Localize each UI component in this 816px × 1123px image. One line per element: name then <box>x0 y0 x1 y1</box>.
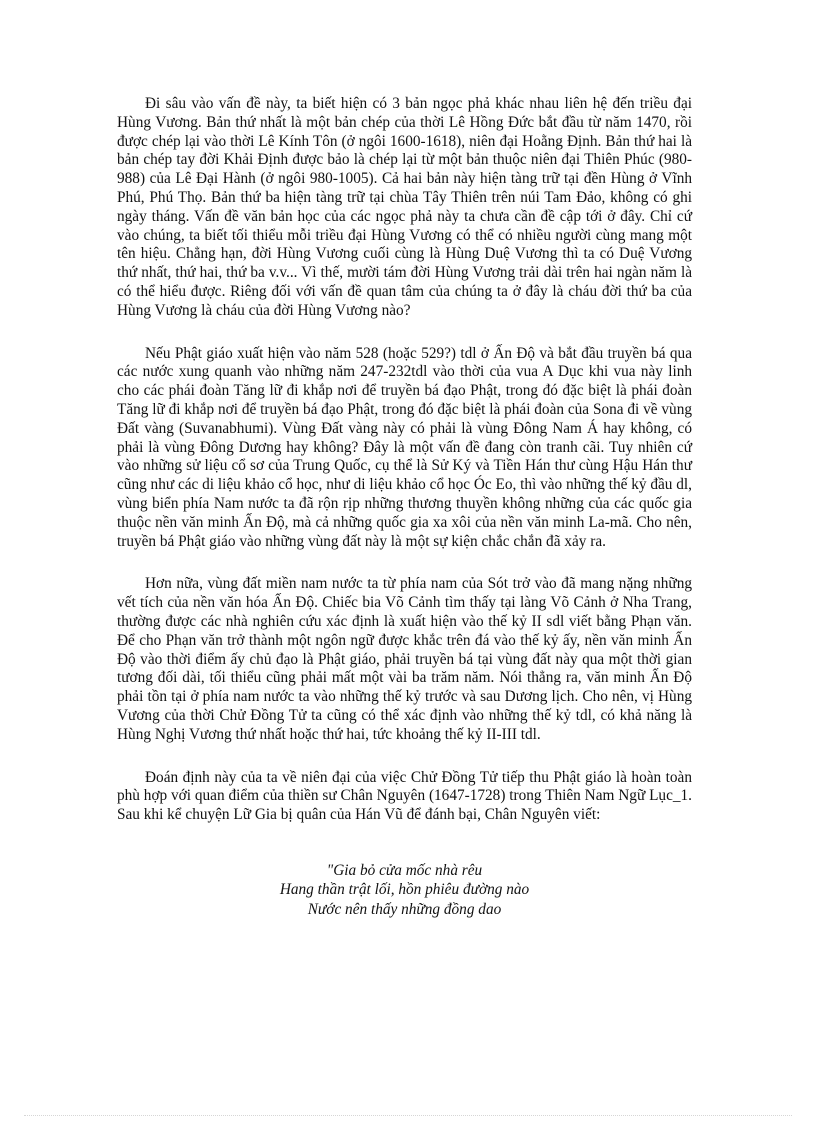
page-bottom-edge <box>24 1115 792 1116</box>
document-body <box>117 95 692 919</box>
paragraph-3: Hơn nữa, vùng đất miền nam nước ta từ phía nam của Sót trở vào đã mang nặng những vết tích của nền văn hóa Ấn Độ. Chiếc bia Võ Cảnh tìm thấy tại làng Võ Cảnh ở Nha Trang, thường được các nhà nghiên cứu xác định là xuất hiện vào thế kỷ II sdl viết bằng Phạn văn. Để cho Phạn văn trở thành một ngôn ngữ được khắc trên đá vào thế kỷ ấy, nền văn minh Ấn Độ vào thời điểm ấy chủ đạo là Phật giáo, phải truyền bá tại vùng đất này qua một thời gian tương đối dài, tối thiểu cũng phải mất một vài ba trăm năm. Nói thẳng ra, văn minh Ấn Độ phải tồn tại ở phía nam nước ta vào những thế kỷ trước và sau Dương lịch. Cho nên, vị Hùng Vương của thời Chử Đồng Tử ta cũng có thể xác định vào những thế kỷ tdl, có khả năng là Hùng Nghị Vương thứ nhất hoặc thứ hai, tức khoảng thế kỷ II-III tdl. <box>117 575 692 743</box>
poem-line-2: Hang thần trật lối, hồn phiêu đường nào <box>279 881 530 899</box>
paragraph-2: Nếu Phật giáo xuất hiện vào năm 528 (hoặc 529?) tdl ở Ấn Độ và bắt đầu truyền bá qua các nước xung quanh vào những năm 247-232tdl vào thời của vua A Dục khi vua này linh cho các phái đoàn Tăng lữ đi khắp nơi để truyền bá đạo Phật, trong đó đặc biệt là phái đoàn Tăng lữ đi khắp nơi để truyền bá đạo Phật, trong đó đặc biệt là phái đoàn của Sona đi về vùng Đất vàng (Suvanabhumi). Vùng Đất vàng này có phải là vùng Đông Nam Á hay không, có phải là vùng Đông Dương hay không? Đây là một vấn đề đang còn tranh cãi. Tuy nhiên cứ vào những sử liệu cổ sơ của Trung Quốc, cụ thể là Sử Ký và Tiền Hán thư cùng Hậu Hán thư cũng như các di liệu khảo cổ học, như di liệu khảo cổ học Óc Eo, thì vào những thế kỷ đầu dl, vùng biển phía Nam nước ta đã rộn rịp những thương thuyền không những của các quốc gia thuộc nền văn minh Ấn Độ, mà cả những quốc gia xa xôi của nền văn minh La-mã. Cho nên, truyền bá Phật giáo vào những vùng đất này là một sự kiện chắc chắn đã xảy ra. <box>117 344 692 550</box>
paragraph-4: Đoán định này của ta về niên đại của việc Chử Đồng Tử tiếp thu Phật giáo là hoàn toàn phù hợp với quan điểm của thiền sư Chân Nguyên (1647-1728) trong Thiên Nam Ngữ Lục_1. Sau khi kể chuyện Lữ Gia bị quân của Hán Vũ để đánh bại, Chân Nguyên viết: <box>117 768 692 824</box>
poem-line-3: Nước nên thấy những đồng dao <box>307 900 502 918</box>
poem-quote <box>117 861 692 920</box>
paragraph-1: Đi sâu vào vấn đề này, ta biết hiện có 3 bản ngọc phả khác nhau liên hệ đến triều đại Hùng Vương. Bản thứ nhất là một bản chép của thời Lê Hồng Đức bắt đầu từ năm 1470, rồi được chép lại vào thời Lê Kính Tôn (ở ngôi 1600-1618), niên đại Hoằng Định. Bản thứ hai là bản chép tay đời Khải Định được bảo là chép lại từ một bản thuộc niên đại Thiên Phúc (980-988) của Lê Đại Hành (ở ngôi 980-1005). Cả hai bản này hiện tàng trữ tại đền Hùng ở Vĩnh Phú, Phú Thọ. Bản thứ ba hiện tàng trữ tại chùa Tây Thiên trên núi Tam Đảo, không có ghi ngày tháng. Vấn đề văn bản học của các ngọc phả này ta chưa cần đề cập tới ở đây. Chỉ cứ vào chúng, ta biết tối thiểu mỗi triều đại Hùng Vương có thể có nhiều người cùng mang một tên hiệu. Chẳng hạn, đời Hùng Vương cuối cùng là Hùng Duệ Vương thì ta có Duệ Vương thứ nhất, thứ hai, thứ ba v.v... Vì thế, mười tám đời Hùng Vương trải dài trên hai ngàn năm là có thể hiểu được. Riêng đối với vấn đề quan tâm của chúng ta ở đây là cháu đời thứ ba của Hùng Vương là cháu của đời Hùng Vương nào? <box>117 95 692 319</box>
poem-line-1: "Gia bỏ cửa mốc nhà rêu <box>326 861 483 879</box>
